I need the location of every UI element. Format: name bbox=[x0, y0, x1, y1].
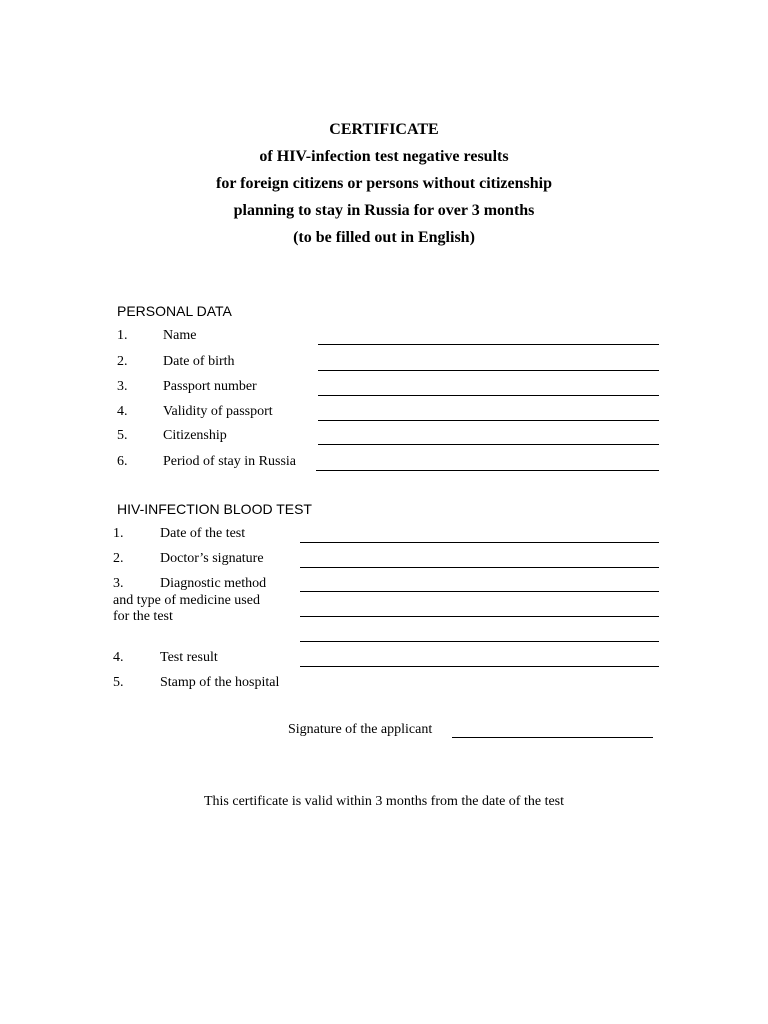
test-result-fill-line[interactable] bbox=[300, 666, 659, 667]
field-label-diagnostic-method: Diagnostic method bbox=[160, 576, 267, 591]
row-number: 5. bbox=[113, 675, 124, 690]
doctors-signature-fill-line[interactable] bbox=[300, 567, 659, 568]
row-number: 1. bbox=[117, 328, 128, 343]
row-number: 5. bbox=[117, 428, 128, 443]
blood-test-heading: HIV-INFECTION BLOOD TEST bbox=[117, 501, 312, 517]
row-number: 6. bbox=[117, 454, 128, 469]
row-number: 4. bbox=[113, 650, 124, 665]
field-label-validity-of-passport: Validity of passport bbox=[163, 404, 273, 419]
diagnostic-method-fill-line-2[interactable] bbox=[300, 616, 659, 617]
title-line-5: (to be filled out in English) bbox=[293, 229, 475, 246]
date-of-test-fill-line[interactable] bbox=[300, 542, 659, 543]
field-label-hospital-stamp: Stamp of the hospital bbox=[160, 675, 280, 690]
citizenship-fill-line[interactable] bbox=[318, 444, 659, 445]
row-number: 1. bbox=[113, 526, 124, 541]
field-label-date-of-birth: Date of birth bbox=[163, 354, 235, 369]
row-number: 4. bbox=[117, 404, 128, 419]
field-label-doctors-signature: Doctor’s signature bbox=[160, 551, 264, 566]
field-label-diagnostic-method-cont-1: and type of medicine used bbox=[113, 593, 260, 608]
field-label-date-of-test: Date of the test bbox=[160, 526, 246, 541]
field-label-diagnostic-method-cont-2: for the test bbox=[113, 609, 173, 624]
row-number: 3. bbox=[113, 576, 124, 591]
title-line-2: of HIV-infection test negative results bbox=[259, 148, 509, 165]
passport-number-fill-line[interactable] bbox=[318, 395, 659, 396]
field-label-citizenship: Citizenship bbox=[163, 428, 227, 443]
title-line-1: CERTIFICATE bbox=[329, 121, 439, 138]
field-label-test-result: Test result bbox=[160, 650, 218, 665]
name-fill-line[interactable] bbox=[318, 344, 659, 345]
field-label-name: Name bbox=[163, 328, 197, 343]
field-label-period-of-stay: Period of stay in Russia bbox=[163, 454, 296, 469]
validity-note: This certificate is valid within 3 months from the date of the test bbox=[203, 794, 565, 809]
applicant-signature-fill-line[interactable] bbox=[452, 737, 653, 738]
diagnostic-method-fill-line-1[interactable] bbox=[300, 591, 659, 592]
title-line-4: planning to stay in Russia for over 3 months bbox=[233, 202, 535, 219]
period-of-stay-fill-line[interactable] bbox=[316, 470, 659, 471]
field-label-passport-number: Passport number bbox=[163, 379, 257, 394]
validity-of-passport-fill-line[interactable] bbox=[318, 420, 659, 421]
row-number: 2. bbox=[117, 354, 128, 369]
date-of-birth-fill-line[interactable] bbox=[318, 370, 659, 371]
applicant-signature-label: Signature of the applicant bbox=[288, 722, 433, 737]
diagnostic-method-fill-line-3[interactable] bbox=[300, 641, 659, 642]
personal-data-heading: PERSONAL DATA bbox=[117, 303, 232, 319]
row-number: 2. bbox=[113, 551, 124, 566]
title-line-3: for foreign citizens or persons without citizenship bbox=[216, 175, 552, 192]
row-number: 3. bbox=[117, 379, 128, 394]
